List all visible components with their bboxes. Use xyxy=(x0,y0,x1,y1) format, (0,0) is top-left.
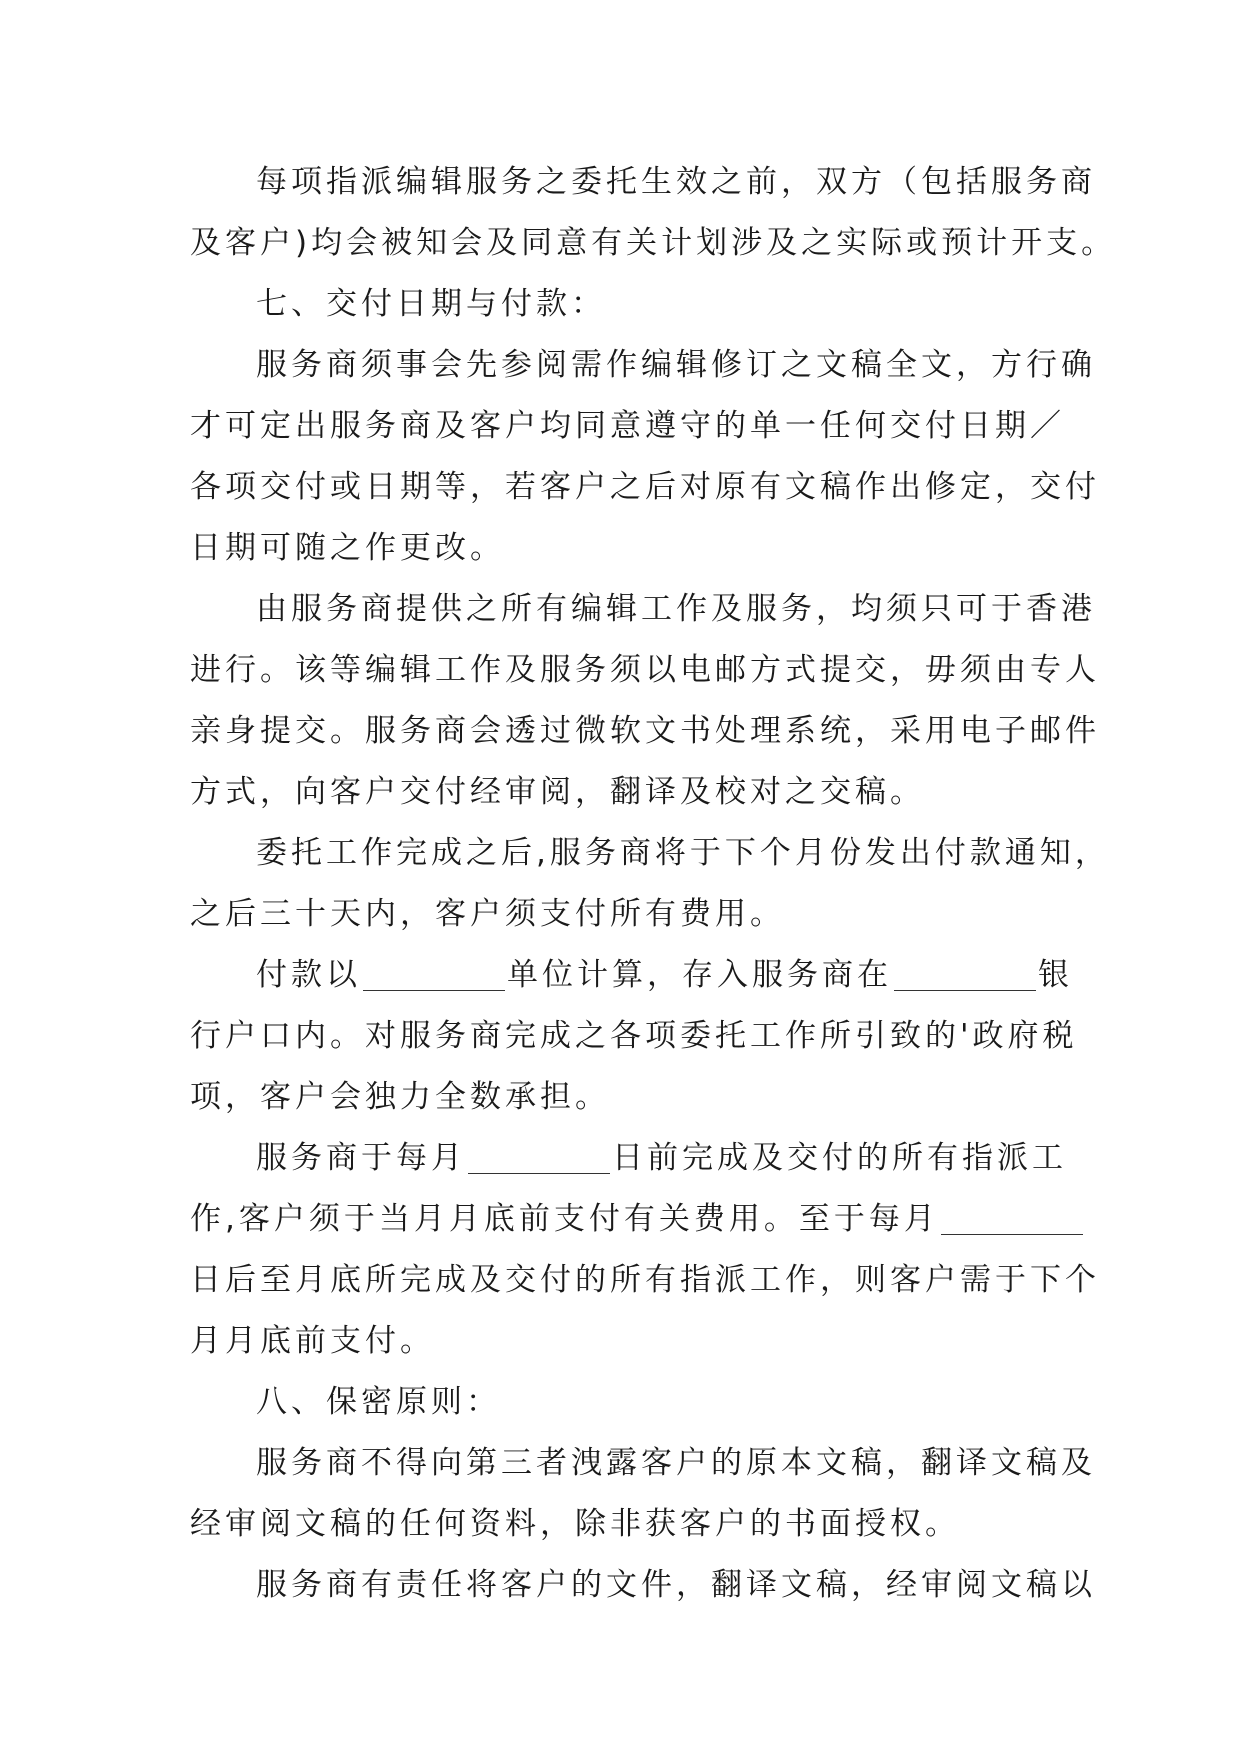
paragraph-line: 服务商不得向第三者洩露客户的原本文稿，翻译文稿及 xyxy=(256,1445,1096,1481)
paragraph-line: 进行。该等编辑工作及服务须以电邮方式提交，毋须由专人 xyxy=(190,652,1100,688)
paragraph-line: 服务商须事会先参阅需作编辑修订之文稿全文，方行确 xyxy=(256,347,1096,383)
text-segment: 银 xyxy=(1038,957,1073,993)
paragraph-line xyxy=(190,1189,1090,1250)
paragraph-line: 及客户)均会被知会及同意有关计划涉及之实际或预计开支。 xyxy=(190,225,1117,261)
paragraph-line-monthly-deadline xyxy=(190,1128,1090,1189)
text-segment: 服务商于每月 xyxy=(256,1140,466,1176)
paragraph-line: 委托工作完成之后,服务商将于下个月份发出付款通知， xyxy=(256,835,1110,871)
document-body xyxy=(190,152,1117,1616)
paragraph-line: 才可定出服务商及客户均同意遵守的单一任何交付日期／ xyxy=(190,408,1065,444)
paragraph-line: 各项交付或日期等，若客户之后对原有文稿作出修定，交付 xyxy=(190,469,1100,505)
paragraph-line: 亲身提交。服务商会透过微软文书处理系统，采用电子邮件 xyxy=(190,713,1100,749)
section-heading-delivery-payment: 七、交付日期与付款： xyxy=(256,286,606,322)
text-segment: 单位计算，存入服务商在 xyxy=(507,957,892,993)
paragraph-line: 行户口内。对服务商完成之各项委托工作所引致的'政府税 xyxy=(190,1018,1078,1054)
paragraph-line: 之后三十天内，客户须支付所有费用。 xyxy=(190,896,785,932)
section-heading-confidentiality: 八、保密原则： xyxy=(256,1384,501,1420)
paragraph-line: 项，客户会独力全数承担。 xyxy=(190,1079,610,1115)
fill-in-blank-day-of-month xyxy=(468,1139,610,1174)
fill-in-blank-bank-name xyxy=(894,956,1036,991)
paragraph-line: 日期可随之作更改。 xyxy=(190,530,505,566)
fill-in-blank-currency-unit xyxy=(363,956,505,991)
paragraph-line: 方式，向客户交付经审阅，翻译及校对之交稿。 xyxy=(190,774,925,810)
paragraph-line: 由服务商提供之所有编辑工作及服务，均须只可于香港 xyxy=(256,591,1096,627)
text-segment: 日前完成及交付的所有指派工 xyxy=(612,1140,1067,1176)
paragraph-line: 服务商有责任将客户的文件，翻译文稿，经审阅文稿以 xyxy=(256,1567,1096,1603)
paragraph-line: 月月底前支付。 xyxy=(190,1323,435,1359)
paragraph-line: 每项指派编辑服务之委托生效之前，双方（包括服务商 xyxy=(256,164,1096,200)
paragraph-line: 经审阅文稿的任何资料，除非获客户的书面授权。 xyxy=(190,1506,960,1542)
text-segment: 付款以 xyxy=(256,957,361,993)
paragraph-line: 日后至月底所完成及交付的所有指派工作，则客户需于下个 xyxy=(190,1262,1100,1298)
text-segment: 作,客户须于当月月底前支付有关费用。至于每月 xyxy=(190,1201,939,1237)
fill-in-blank-day-of-month-2 xyxy=(941,1200,1083,1235)
paragraph-line-payment-unit xyxy=(190,945,1090,1006)
